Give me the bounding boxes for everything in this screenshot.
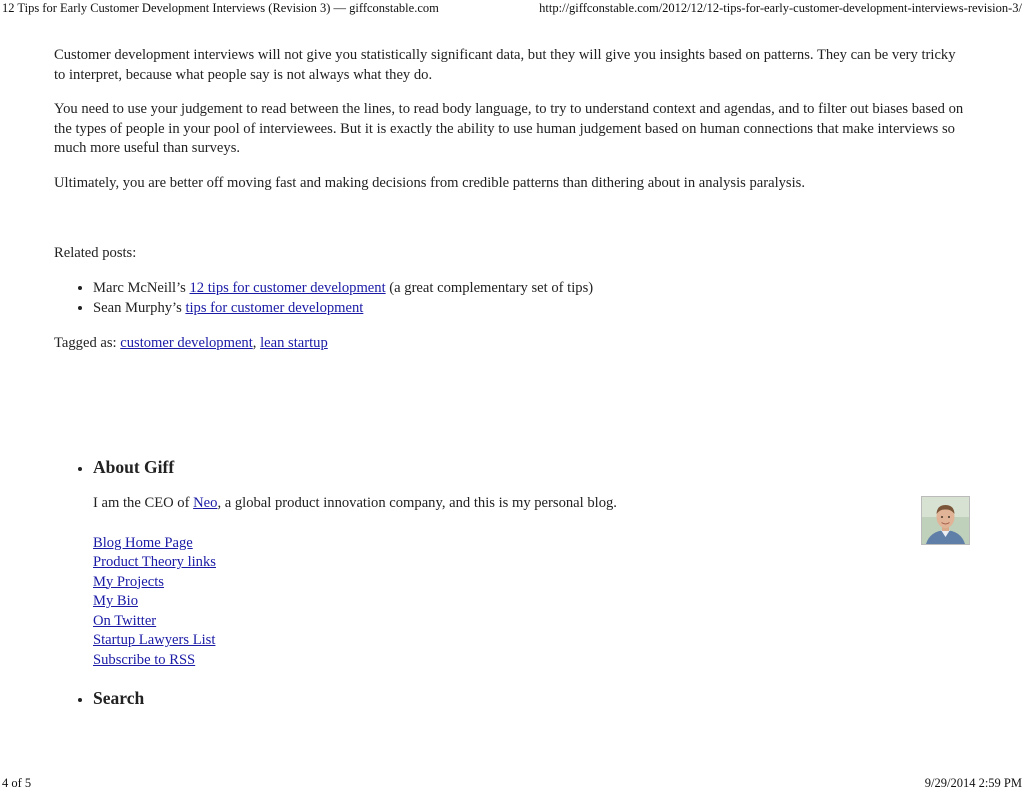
article-paragraph-3: Ultimately, you are better off moving fast and making decisions from credible patterns than dithering about in analysis paralysis. <box>54 174 805 191</box>
about-text <box>93 494 1013 514</box>
blog-home-page-link[interactable]: Blog Home Page <box>93 534 193 551</box>
tags-label: Tagged as: <box>54 335 121 351</box>
article-paragraph-2: You need to use your judgement to read between the lines, to read body language, to try to understand context and agendas, and to filter out biases based on the types of people in your pool of interviewees. But it is exactly the ability to use human judgement based on human connections that make interviews so much more useful than surveys. <box>54 101 964 156</box>
author-avatar <box>921 496 970 545</box>
sidebar <box>54 455 1013 710</box>
print-footer-page: 4 of 5 <box>2 776 32 790</box>
related-posts-label: Related posts: <box>54 245 137 261</box>
related-post-prefix: Sean Murphy’s <box>93 299 186 316</box>
related-post-item <box>93 279 593 299</box>
related-posts-list <box>54 279 593 318</box>
my-projects-link[interactable]: My Projects <box>93 573 164 590</box>
product-theory-links-link[interactable]: Product Theory links <box>93 554 216 570</box>
tag-separator: , <box>252 335 261 351</box>
print-footer-datetime: 9/29/2014 2:59 PM <box>924 776 1022 790</box>
my-bio-link[interactable]: My Bio <box>93 593 139 609</box>
about-links <box>93 534 1013 671</box>
related-post-link-murphy[interactable]: tips for customer development <box>185 299 364 316</box>
print-header-title: 12 Tips for Early Customer Development Interviews (Revision 3) — giffconstable.com <box>2 1 439 15</box>
author-photo-icon <box>922 497 969 544</box>
article-body <box>54 46 969 208</box>
about-widget <box>93 455 1013 670</box>
tag-link-customer-development[interactable]: customer development <box>120 335 253 351</box>
about-text-after: , a global product innovation company, and this is my personal blog. <box>217 495 617 511</box>
search-widget <box>93 686 1013 710</box>
related-post-link-mcneill[interactable]: 12 tips for customer development <box>189 280 386 296</box>
related-post-suffix: (a great complementary set of tips) <box>385 280 594 296</box>
about-widget-title: • About Giff <box>93 457 175 477</box>
search-widget-title: • Search <box>93 688 145 708</box>
subscribe-to-rss-link[interactable]: Subscribe to RSS <box>93 651 196 668</box>
startup-lawyers-list-link[interactable]: Startup Lawyers List <box>93 632 216 648</box>
article-paragraph-1: Customer development interviews will not give you statistically significant data, but they will give you insights based on patterns. They can be very tricky to interpret, because what people say is not always what they do. <box>54 47 956 83</box>
about-text-before: I am the CEO of <box>93 495 194 511</box>
related-post-item <box>93 299 593 319</box>
on-twitter-link[interactable]: On Twitter <box>93 612 157 629</box>
tag-link-lean-startup[interactable]: lean startup <box>260 335 328 351</box>
related-post-prefix: Marc McNeill’s <box>93 280 190 296</box>
neo-link[interactable]: Neo <box>193 495 218 511</box>
tags-line <box>54 334 328 354</box>
print-header-url: http://giffconstable.com/2012/12/12-tips-for-early-customer-development-interviews-revision-3/ <box>539 1 1022 15</box>
